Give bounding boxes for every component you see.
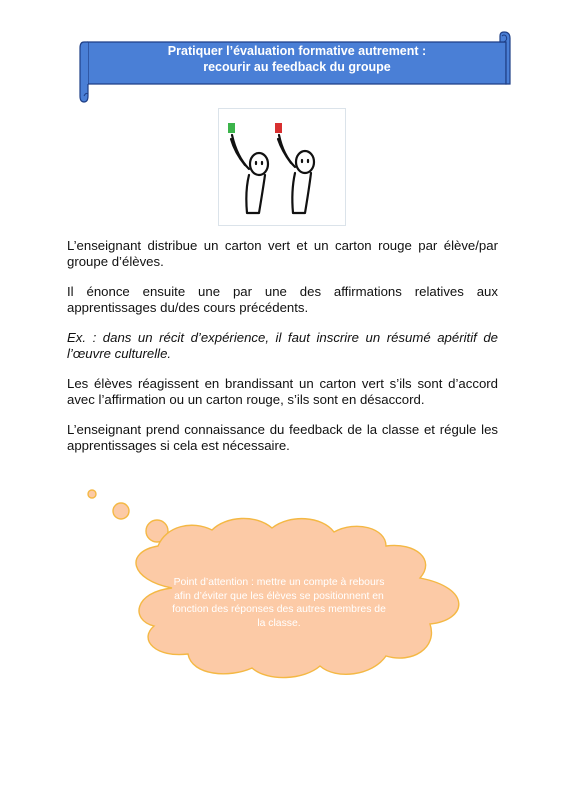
main-text xyxy=(67,238,498,468)
banner-title xyxy=(98,43,496,75)
title-banner xyxy=(78,30,516,106)
red-card-icon xyxy=(275,123,282,133)
thought-bubble-small xyxy=(88,490,96,498)
paragraph-distribution: L’enseignant distribue un carton vert et un carton rouge par élève/par groupe d’élèves. xyxy=(67,238,498,269)
green-card-icon xyxy=(228,123,235,133)
two-people-raising-cards-icon xyxy=(218,108,346,226)
callout-text: Point d’attention : mettre un compte à rebours afin d’éviter que les élèves se positionnent en fonction des réponses des autres membres de la classe. xyxy=(172,577,386,629)
paragraph-statements: Il énonce ensuite une par une des affirmations relatives aux apprentissages du/des cours précédents. xyxy=(67,284,498,315)
paragraph-regulation: L’enseignant prend connaissance du feedback de la classe et régule les apprentissages si cela est nécessaire. xyxy=(67,422,498,453)
paragraph-example: Ex. : dans un récit d’expérience, il faut inscrire un résumé apéritif de l’œuvre culturelle. xyxy=(67,330,498,361)
paragraph-reaction: Les élèves réagissent en brandissant un carton vert s’ils sont d’accord avec l’affirmation ou un carton rouge, s’ils sont en désaccord. xyxy=(67,376,498,407)
thought-bubble-medium xyxy=(113,503,129,519)
banner-title-line-2: recourir au feedback du groupe xyxy=(203,60,391,74)
banner-title-line-1: Pratiquer l’évaluation formative autrement : xyxy=(167,44,427,58)
